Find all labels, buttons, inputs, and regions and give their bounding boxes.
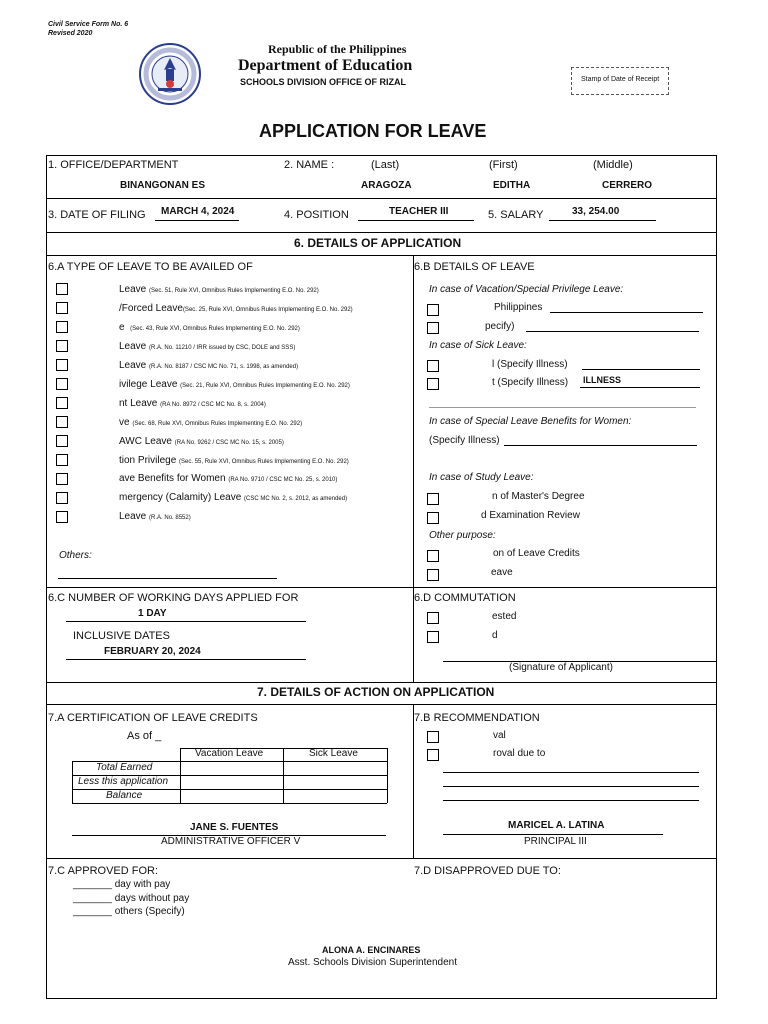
vacation-option-checkbox[interactable] [427, 322, 439, 334]
recommendation-reason-line[interactable] [443, 786, 699, 787]
republic-line: Republic of the Philippines [268, 42, 407, 56]
recommending-officer-position: PRINCIPAL III [524, 836, 587, 847]
stamp-label: Stamp of Date of Receipt [581, 76, 660, 83]
leave-type-checkbox[interactable] [56, 302, 68, 314]
position-label: 4. POSITION [284, 209, 349, 221]
leave-type-checkbox[interactable] [56, 435, 68, 447]
leave-type-checkbox[interactable] [56, 340, 68, 352]
last-name-value[interactable]: ARAGOZA [361, 180, 412, 191]
leave-type-checkbox[interactable] [56, 416, 68, 428]
approved-others[interactable]: _______ others (Specify) [73, 906, 185, 917]
leave-type-checkbox[interactable] [56, 397, 68, 409]
working-days-value[interactable]: 1 DAY [138, 608, 167, 619]
leave-type-checkbox[interactable] [56, 359, 68, 371]
table-row-label: Total Earned [96, 762, 153, 773]
others-input-line[interactable] [58, 578, 277, 579]
certifying-officer-position: ADMINISTRATIVE OFFICER V [161, 836, 301, 847]
filing-date-label: 3. DATE OF FILING [48, 209, 146, 221]
other-purpose-checkbox[interactable] [427, 569, 439, 581]
recommendation-option-2: roval due to [493, 748, 546, 759]
commutation-checkbox[interactable] [427, 631, 439, 643]
salary-label: 5. SALARY [488, 209, 544, 221]
leave-credits-table [72, 748, 387, 803]
first-name-label: (First) [489, 159, 518, 171]
signature-label: (Signature of Applicant) [509, 662, 613, 673]
leave-type-item: tion Privilege (Sec. 55, Rule XVI, Omnibus Rules Implementing E.O. No. 292) [119, 455, 349, 466]
sick-leave-header: Sick Leave [309, 748, 358, 759]
office-label: 1. OFFICE/DEPARTMENT [48, 159, 179, 171]
study-option-checkbox[interactable] [427, 512, 439, 524]
approved-days-without-pay[interactable]: _______ days without pay [73, 893, 190, 904]
leave-type-checkbox[interactable] [56, 473, 68, 485]
commutation-label: 6.D COMMUTATION [414, 592, 516, 604]
filing-date-value[interactable]: MARCH 4, 2024 [161, 206, 235, 217]
leave-type-item: ave Benefits for Women (RA No. 9710 / CSC MC No. 25, s. 2010) [119, 473, 338, 484]
leave-type-checkbox[interactable] [56, 454, 68, 466]
recommendation-checkbox[interactable] [427, 731, 439, 743]
sick-heading: In case of Sick Leave: [429, 340, 527, 351]
department-name: Department of Education [238, 57, 413, 74]
leave-type-checkbox[interactable] [56, 378, 68, 390]
sick-illness-value[interactable]: ILLNESS [583, 375, 622, 385]
sick-option-1: l (Specify Illness) [492, 359, 568, 370]
sick-option-checkbox[interactable] [427, 378, 439, 390]
leave-type-item: /Forced Leave(Sec. 25, Rule XVI, Omnibus Rules Implementing E.O. No. 292) [119, 303, 353, 314]
vacation-input-line[interactable] [550, 312, 703, 313]
last-name-label: (Last) [371, 159, 400, 171]
leave-type-label: 6.A TYPE OF LEAVE TO BE AVAILED OF [48, 261, 253, 273]
recommending-officer-name: MARICEL A. LATINA [508, 820, 605, 831]
study-heading: In case of Study Leave: [429, 472, 534, 483]
recommendation-checkbox[interactable] [427, 749, 439, 761]
sick-input-line[interactable] [582, 369, 700, 370]
other-purpose-checkbox[interactable] [427, 550, 439, 562]
vacation-leave-header: Vacation Leave [195, 748, 264, 759]
vacation-heading: In case of Vacation/Special Privilege Leave: [429, 284, 624, 295]
working-days-label: 6.C NUMBER OF WORKING DAYS APPLIED FOR [48, 592, 299, 604]
middle-name-label: (Middle) [593, 159, 633, 171]
approving-officer-position: Asst. Schools Division Superintendent [288, 957, 457, 968]
salary-value[interactable]: 33, 254.00 [572, 206, 620, 217]
leave-type-item: mergency (Calamity) Leave (CSC MC No. 2, s. 2012, as amended) [119, 492, 348, 503]
commutation-option-2: d [492, 630, 498, 641]
deped-seal-logo [138, 42, 202, 106]
form-revision: Revised 2020 [48, 30, 93, 37]
name-label: 2. NAME : [284, 159, 335, 171]
approved-for-label: 7.C APPROVED FOR: [48, 865, 159, 877]
other-purpose-2: eave [491, 567, 513, 578]
first-name-value[interactable]: EDITHA [493, 180, 531, 191]
form-number: Civil Service Form No. 6 [48, 21, 129, 28]
section6-heading: 6. DETAILS OF APPLICATION [294, 236, 462, 250]
other-purpose-1: on of Leave Credits [493, 548, 580, 559]
leave-type-checkbox[interactable] [56, 283, 68, 295]
recommendation-option-1: val [493, 730, 506, 741]
leave-type-item: Leave (R.A. No. 8187 / CSC MC No. 71, s. 1998, as amended) [119, 360, 299, 371]
division-name: SCHOOLS DIVISION OFFICE OF RIZAL [240, 77, 407, 87]
vacation-input-line[interactable] [526, 331, 699, 332]
other-purpose-heading: Other purpose: [429, 530, 496, 541]
study-option-1: n of Master's Degree [492, 491, 585, 502]
approved-days-with-pay[interactable]: _______ day with pay [73, 879, 171, 890]
women-option-1: (Specify Illness) [429, 435, 500, 446]
recommendation-reason-line[interactable] [443, 772, 699, 773]
disapproved-label: 7.D DISAPPROVED DUE TO: [414, 865, 561, 877]
certifying-officer-name: JANE S. FUENTES [190, 822, 279, 833]
vacation-option-2: pecify) [485, 321, 515, 332]
commutation-checkbox[interactable] [427, 612, 439, 624]
leave-type-checkbox[interactable] [56, 511, 68, 523]
table-row-label: Less this application [78, 776, 169, 787]
leave-type-item: Leave (R.A. No. 8552) [119, 511, 191, 522]
inclusive-dates-value[interactable]: FEBRUARY 20, 2024 [104, 646, 201, 657]
leave-type-item: nt Leave (RA No. 8972 / CSC MC No. 8, s. 2004) [119, 398, 266, 409]
commutation-option-1: ested [492, 611, 517, 622]
recommendation-label: 7.B RECOMMENDATION [414, 712, 540, 724]
study-option-2: d Examination Review [481, 510, 580, 521]
inclusive-dates-label: INCLUSIVE DATES [73, 630, 170, 642]
position-value[interactable]: TEACHER III [389, 206, 449, 217]
leave-type-checkbox[interactable] [56, 492, 68, 504]
leave-credits-label: 7.A CERTIFICATION OF LEAVE CREDITS [48, 712, 258, 724]
leave-type-item: Leave (Sec. 51, Rule XVI, Omnibus Rules Implementing E.O. No. 292) [119, 284, 319, 295]
receipt-stamp-box [571, 67, 669, 95]
leave-type-item: ivilege Leave (Sec. 21, Rule XVI, Omnibus Rules Implementing E.O. No. 292) [119, 379, 350, 390]
leave-details-label: 6.B DETAILS OF LEAVE [414, 261, 535, 273]
middle-name-value[interactable]: CERRERO [602, 180, 653, 191]
leave-type-checkbox[interactable] [56, 321, 68, 333]
sick-option-checkbox[interactable] [427, 360, 439, 372]
page-title: APPLICATION FOR LEAVE [259, 121, 487, 141]
vacation-option-checkbox[interactable] [427, 304, 439, 316]
office-value[interactable]: BINANGONAN ES [120, 180, 206, 191]
leave-type-item: AWC Leave (RA No. 9262 / CSC MC No. 15, s. 2005) [119, 436, 284, 447]
women-input-line[interactable] [504, 445, 697, 446]
leave-type-item: e (Sec. 43, Rule XVI, Omnibus Rules Implementing E.O. No. 292) [119, 322, 300, 333]
section7-heading: 7. DETAILS OF ACTION ON APPLICATION [257, 685, 495, 699]
approving-officer-name: ALONA A. ENCINARES [322, 945, 421, 955]
study-option-checkbox[interactable] [427, 493, 439, 505]
vacation-option-1: Philippines [494, 302, 543, 313]
leave-type-item: Leave (R.A. No. 11210 / IRR issued by CSC, DOLE and SSS) [119, 341, 296, 352]
others-label: Others: [59, 550, 92, 561]
table-row-label: Balance [106, 790, 143, 801]
as-of-label: As of _ [127, 730, 162, 742]
sick-option-2: t (Specify Illness) [492, 377, 569, 388]
women-heading: In case of Special Leave Benefits for Women: [429, 416, 632, 427]
leave-type-item: ve (Sec. 68, Rule XVI, Omnibus Rules Implementing E.O. No. 292) [119, 417, 303, 428]
recommendation-reason-line[interactable] [443, 800, 699, 801]
